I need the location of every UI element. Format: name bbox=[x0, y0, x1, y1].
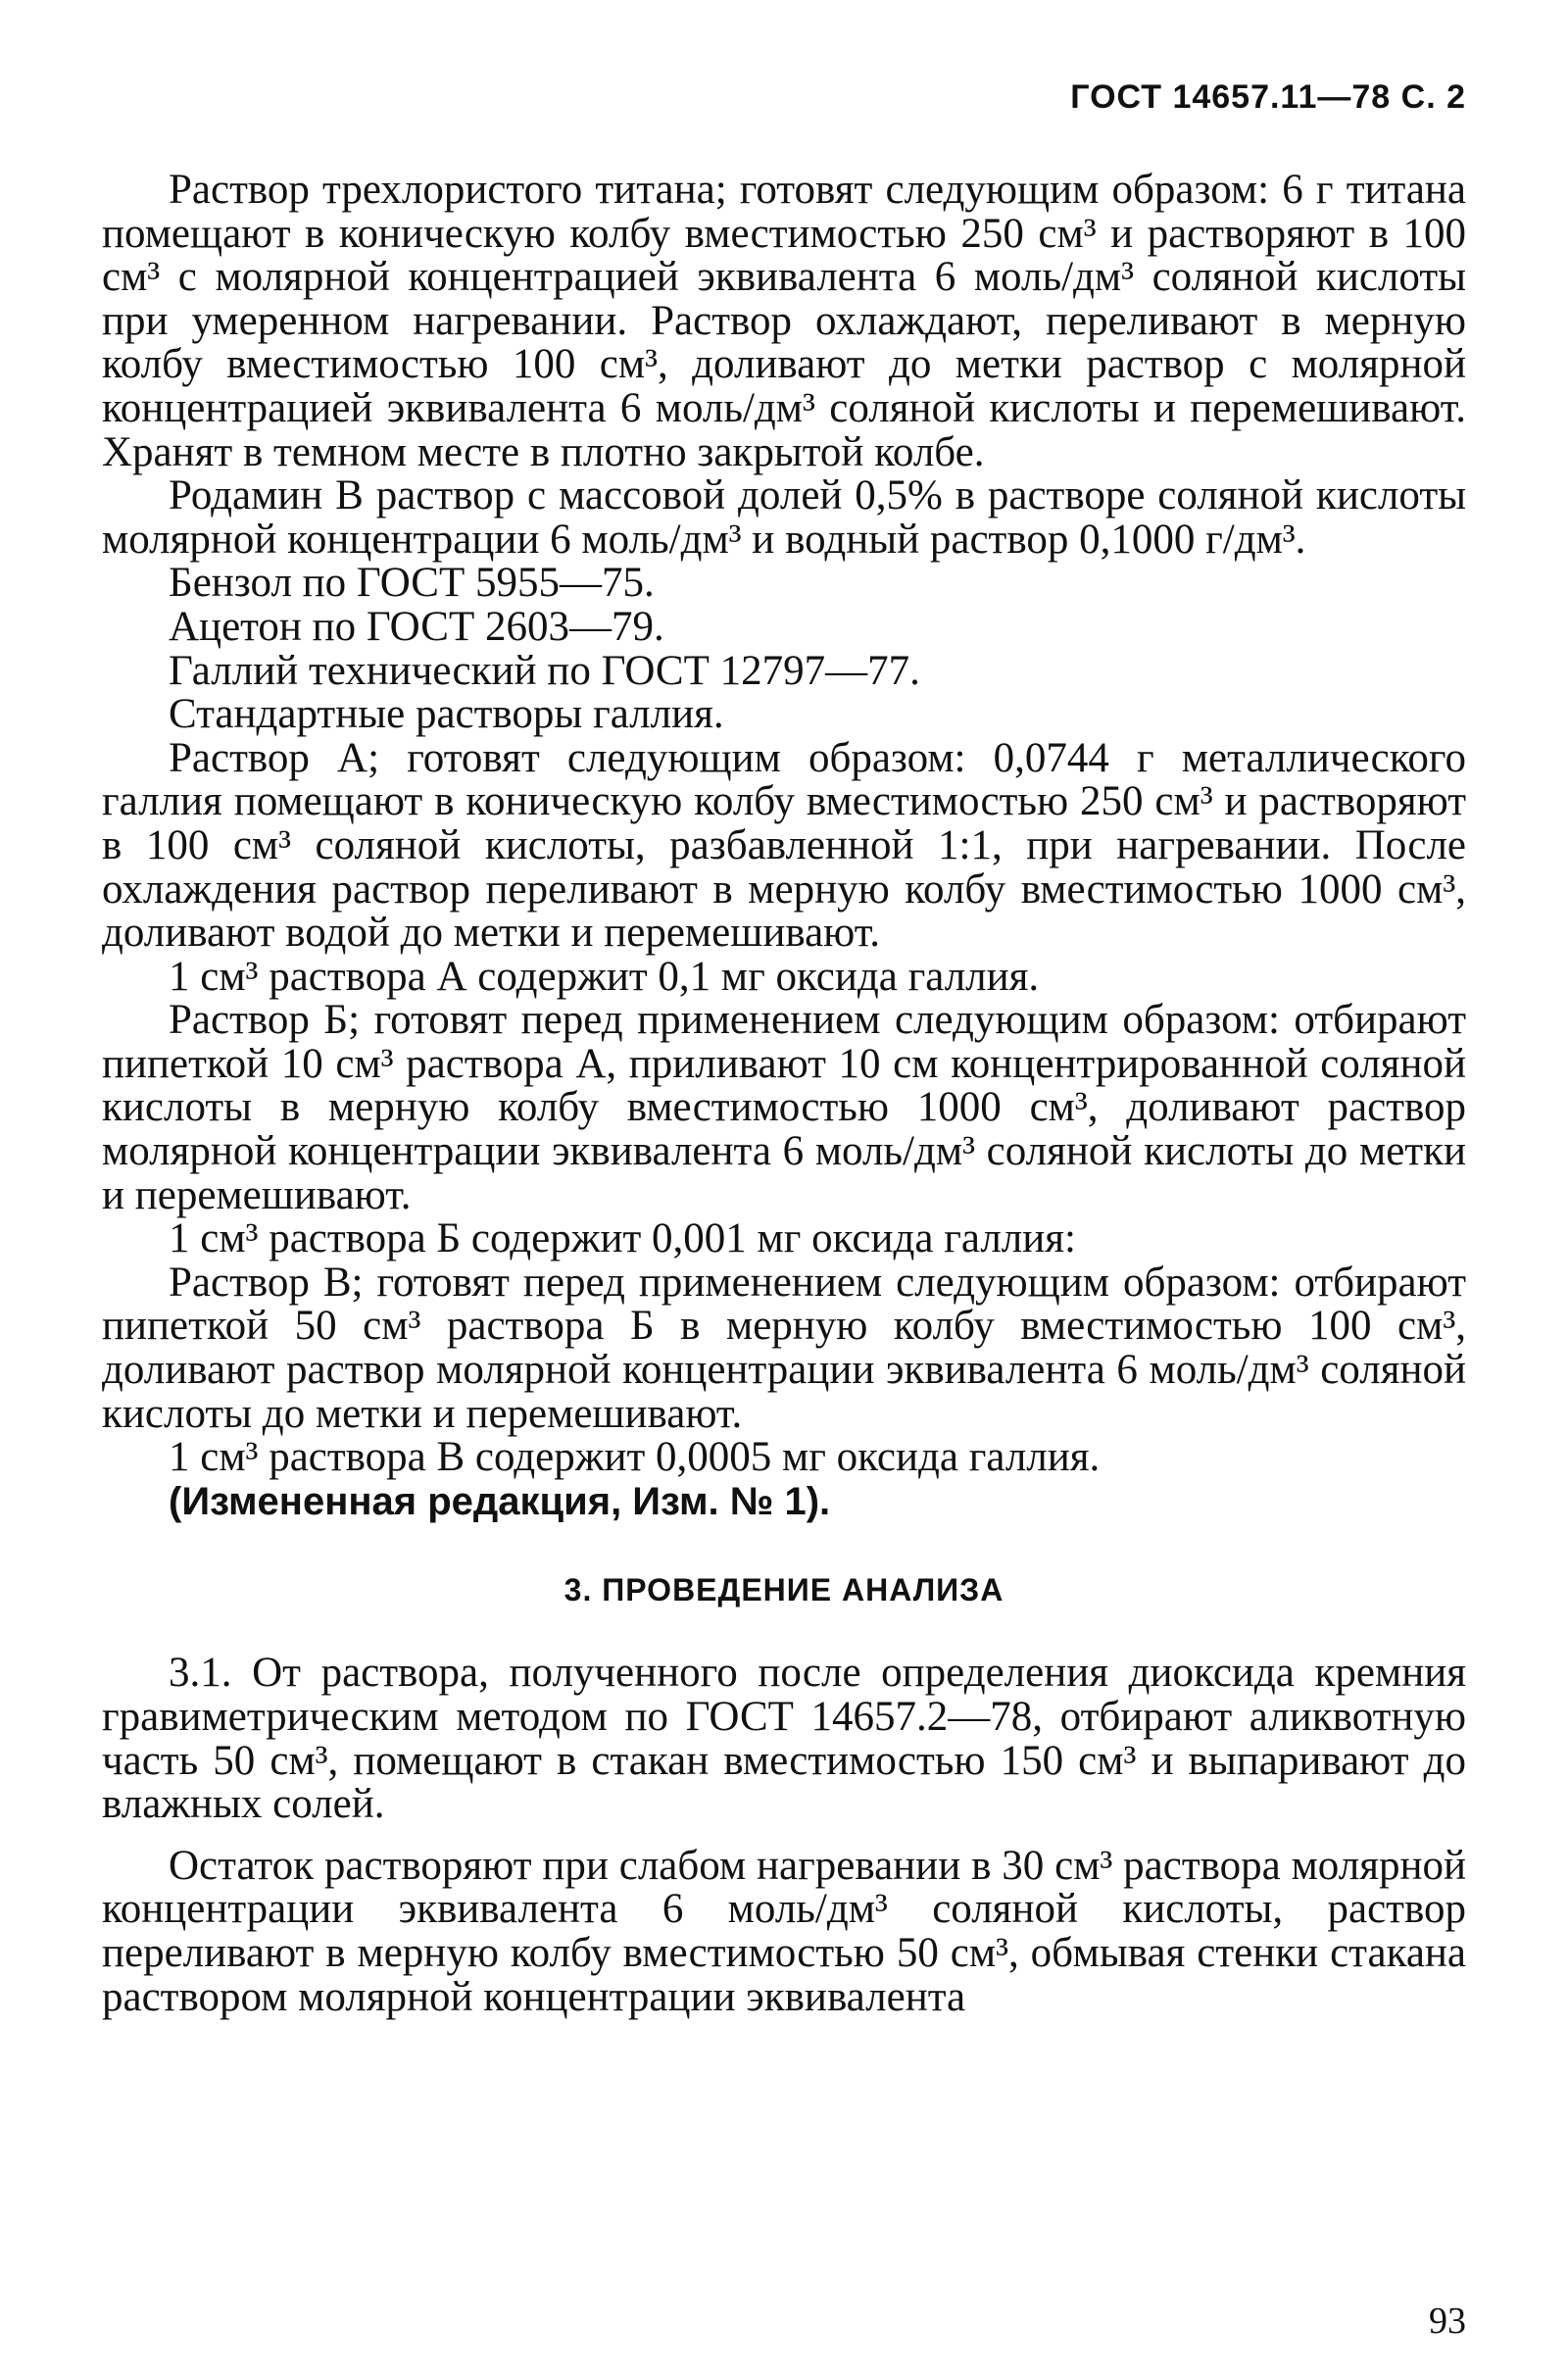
paragraph-solution-a-content: 1 см³ раствора А содержит 0,1 мг оксида галлия. bbox=[169, 953, 1040, 1000]
paragraph-solution-v: Раствор В; готовят перед применением следующим образом: отбирают пипеткой 50 см³ раствора Б в мерную колбу вместимостью 100 см³, доливают раствор молярной концентрации эквивалента 6 моль/дм³ соляной кислоты до метки и перемешивают. bbox=[102, 1259, 1466, 1437]
section-paragraph-residue: Остаток растворяют при слабом нагревании в 30 см³ раствора молярной концентрации эквивалента 6 моль/дм³ соляной кислоты, раствор переливают в мерную колбу вместимостью 50 см³, обмывая стенки стакана раствором молярной концентрации эквивалента bbox=[102, 1842, 1466, 2020]
paragraph-solution-a: Раствор А; готовят следующим образом: 0,0744 г металлического галлия помещают в коническую колбу вместимостью 250 см³ и растворяют в 100 см³ соляной кислоты, разбавленной 1:1, при нагревании. После охлаждения раствор переливают в мерную колбу вместимостью 1000 см³, доливают водой до метки и перемешивают. bbox=[102, 734, 1466, 957]
section-heading: 3. ПРОВЕДЕНИЕ АНАЛИЗА bbox=[564, 1572, 1004, 1608]
body-text bbox=[102, 169, 1466, 2019]
section-paragraph-3-1: 3.1. От раствора, полученного после определения диоксида кремния гравиметрическим методом по ГОСТ 14657.2—78, отбирают аликвотную часть 50 см³, помещают в стакан вместимостью 150 см³ и выпаривают до влажных солей. bbox=[102, 1650, 1466, 1828]
paragraph-rhodamine: Родамин В раствор с массовой долей 0,5% в растворе соляной кислоты молярной концентрации 6 моль/дм³ и водный раствор 0,1000 г/дм³. bbox=[102, 472, 1466, 563]
page-number: 93 bbox=[1429, 2300, 1466, 2342]
paragraph-standard-solutions: Стандартные растворы галлия. bbox=[169, 691, 724, 738]
running-header: ГОСТ 14657.11—78 С. 2 bbox=[1070, 78, 1466, 116]
paragraph-solution-v-content: 1 см³ раствора В содержит 0,0005 мг оксида галлия. bbox=[169, 1434, 1101, 1481]
paragraph-acetone: Ацетон по ГОСТ 2603—79. bbox=[169, 603, 664, 650]
paragraph-titanium-trichloride: Раствор трехлористого титана; готовят следующим образом: 6 г титана помещают в коническую колбу вместимостью 250 см³ и растворяют в 100 см³ с молярной концентрацией эквивалента 6 моль/дм³ соляной кислоты при умеренном нагревании. Раствор охлаждают, переливают в мерную колбу вместимостью 100 см³, доливают до метки раствор с молярной концентрацией эквивалента 6 моль/дм³ соляной кислоты и перемешивают. Хранят в темном месте в плотно закрытой колбе. bbox=[102, 167, 1466, 475]
paragraph-solution-b: Раствор Б; готовят перед применением следующим образом: отбирают пипеткой 10 см³ раствора А, приливают 10 см концентрированной соляной кислоты в мерную колбу вместимостью 1000 см³, доливают раствор молярной концентрации эквивалента 6 моль/дм³ соляной кислоты до метки и перемешивают. bbox=[102, 997, 1466, 1218]
amendment-note: (Измененная редакция, Изм. № 1). bbox=[169, 1479, 831, 1523]
paragraph-solution-b-content: 1 см³ раствора Б содержит 0,001 мг оксида галлия: bbox=[169, 1215, 1076, 1262]
paragraph-benzene: Бензол по ГОСТ 5955—75. bbox=[169, 560, 655, 607]
document-page bbox=[102, 69, 1466, 2352]
paragraph-gallium: Галлий технический по ГОСТ 12797—77. bbox=[169, 647, 920, 694]
